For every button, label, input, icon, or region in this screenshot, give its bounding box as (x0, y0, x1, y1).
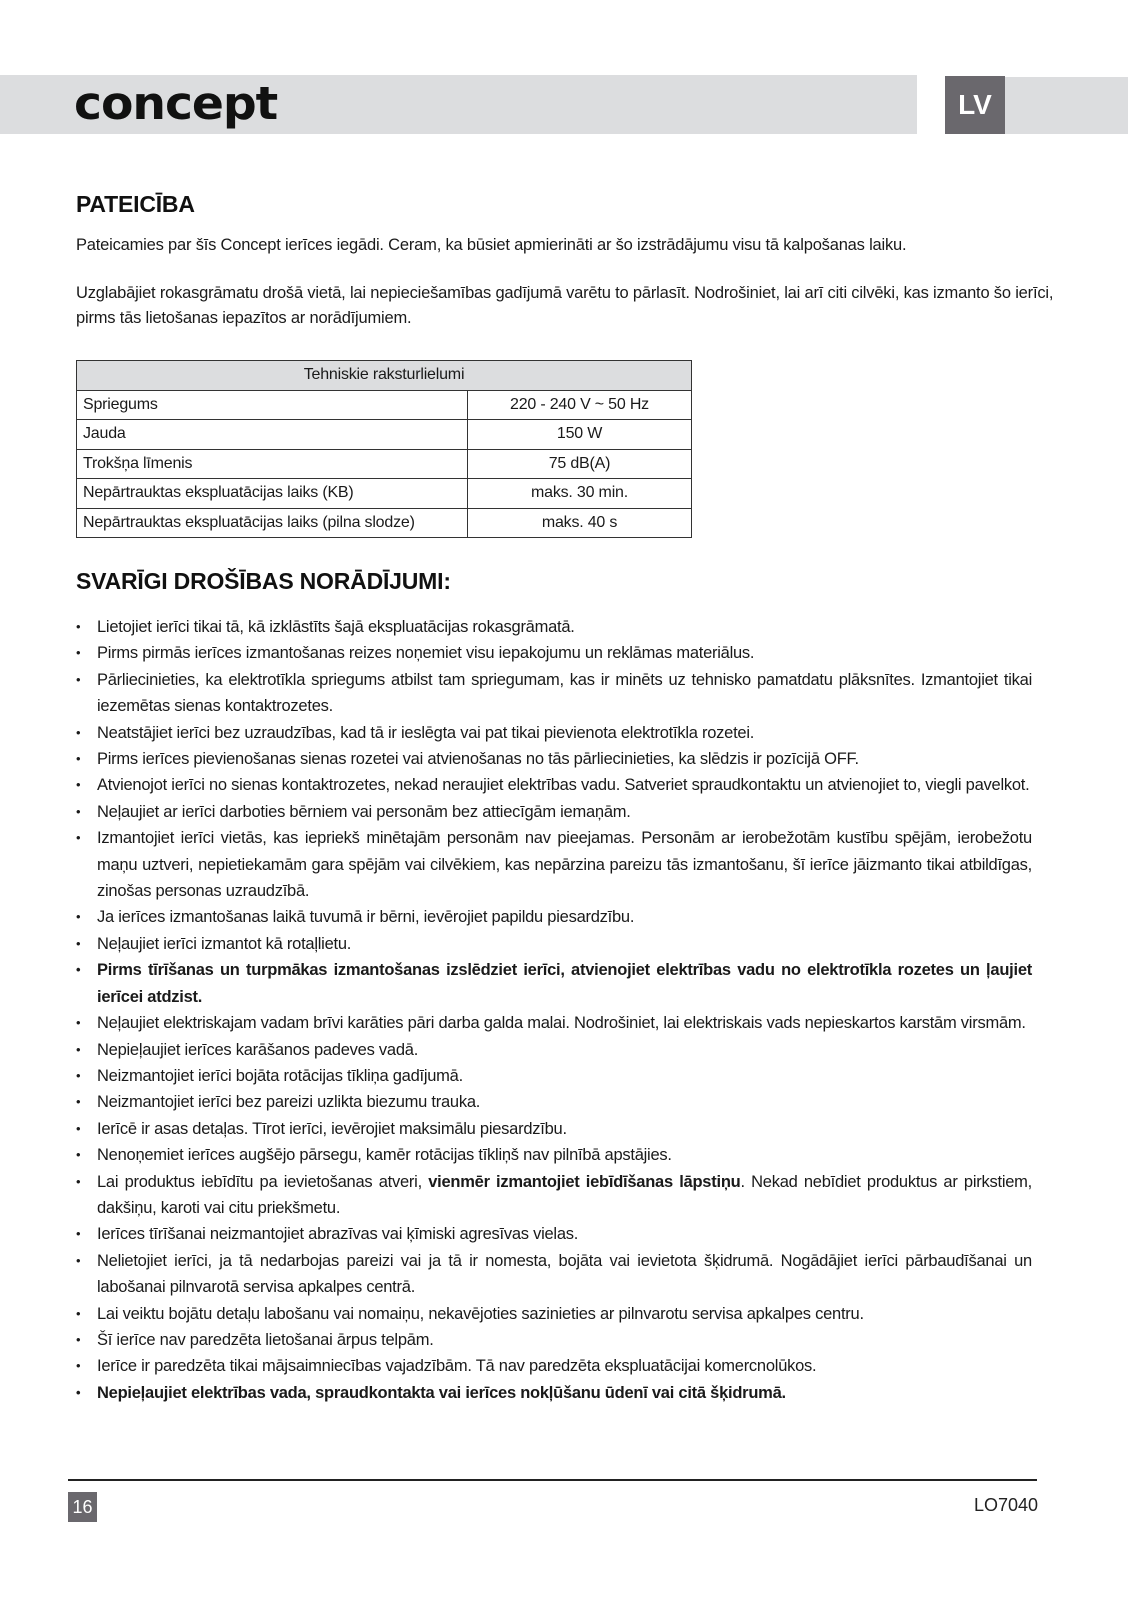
spec-table-title: Tehniskie raksturlielumi (77, 361, 692, 391)
page-number: 16 (68, 1492, 97, 1522)
list-item: • Neļaujiet ierīci izmantot kā rotaļlietu. (76, 931, 1032, 957)
list-item: • Neļaujiet ar ierīci darboties bērniem vai personām bez attiecīgām iemaņām. (76, 799, 1032, 825)
spec-value: maks. 30 min. (468, 479, 692, 509)
spec-value: 220 - 240 V ~ 50 Hz (468, 390, 692, 420)
table-row (77, 390, 692, 420)
list-item: • Neizmantojiet ierīci bez pareizi uzlikta biezumu trauka. (76, 1089, 1032, 1115)
spec-label: Nepārtrauktas ekspluatācijas laiks (KB) (77, 479, 468, 509)
spec-value: 150 W (468, 420, 692, 450)
list-item: • Nepieļaujiet ierīces karāšanos padeves vadā. (76, 1037, 1032, 1063)
item-text: Lai produktus iebīdītu pa ievietošanas atveri, (97, 1172, 429, 1191)
list-item: • Lai veiktu bojātu detaļu labošanu vai nomaiņu, nekavējoties sazinieties ar pilnvarotu servisa apkalpes centru. (76, 1301, 1032, 1327)
list-item-bold: • Pirms tīrīšanas un turpmākas izmantošanas izslēdziet ierīci, atvienojiet elektrības vadu no elektrotīkla rozetes un ļaujiet ierīcei atdzist. (76, 957, 1032, 1010)
spec-label: Spriegums (77, 390, 468, 420)
list-item: • Neizmantojiet ierīci bojāta rotācijas tīkliņa gadījumā. (76, 1063, 1032, 1089)
list-item: • Ierīce ir paredzēta tikai mājsaimniecības vajadzībām. Tā nav paredzēta ekspluatācijai komercnolūkos. (76, 1353, 1032, 1379)
table-row (77, 449, 692, 479)
model-number: LO7040 (973, 1495, 1038, 1515)
list-item: • Izmantojiet ierīci vietās, kas iepriekš minētajām personām nav pieejamas. Personām ar ierobežotām kustību spējām, ierobežotu maņu uztveri, nepietiekamām gara spējām vai cilvēkiem, kas nepārzina pareizu tās izmantošanu, šī ierīce jāizmanto tikai atbildīgas, zinošas personas uzraudzībā. (76, 825, 1032, 904)
list-item: • Neatstājiet ierīci bez uzraudzības, kad tā ir ieslēgta vai pat tikai pievienota elektrotīkla rozetei. (76, 720, 1032, 746)
item-text: . Nekad nebīdiet produktus ar pirkstiem, dakšiņu, karoti vai citu priekšmetu. (97, 1172, 1032, 1217)
item-text-bold: vienmēr izmantojiet iebīdīšanas lāpstiņu (428, 1172, 741, 1191)
list-item: • Pirms ierīces pievienošanas sienas rozetei vai atvienošanas no tās pārliecinieties, ka slēdzis ir pozīcijā OFF. (76, 746, 1032, 772)
thanks-paragraph-2: Uzglabājiet rokasgrāmatu drošā vietā, lai nepieciešamības gadījumā varētu to pārlasīt. Nodrošiniet, lai arī citi cilvēki, kas izmanto šo ierīci, pirms tās lietošanas iepazītos ar norādījumiem. (76, 284, 1054, 327)
thanks-paragraph-1: Pateicamies par šīs Concept ierīces iegādi. Ceram, ka būsiet apmierināti ar šo izstrādājumu visu tā kalpošanas laiku. (76, 236, 907, 254)
list-item: • Ierīcē ir asas detaļas. Tīrot ierīci, ievērojiet maksimālu piesardzību. (76, 1116, 1032, 1142)
header-band-right (1005, 77, 1128, 134)
spec-label: Trokšņa līmenis (77, 449, 468, 479)
list-item: • Neļaujiet elektriskajam vadam brīvi karāties pāri darba galda malai. Nodrošiniet, lai elektriskais vads nepieskartos karstām virsmām. (76, 1010, 1032, 1036)
list-item: • Lietojiet ierīci tikai tā, kā izklāstīts šajā ekspluatācijas rokasgrāmatā. (76, 614, 1032, 640)
safety-heading: SVARĪGI DROŠĪBAS NORĀDĪJUMI: (76, 568, 451, 594)
list-item-bold: • Nepieļaujiet elektrības vada, spraudkontakta vai ierīces nokļūšanu ūdenī vai citā šķidrumā. (76, 1380, 1032, 1406)
list-item: • Nenoņemiet ierīces augšējo pārsegu, kamēr rotācijas tīkliņš nav pilnībā apstājies. (76, 1142, 1032, 1168)
spec-value: 75 dB(A) (468, 449, 692, 479)
list-item: • Ierīces tīrīšanai neizmantojiet abrazīvas vai ķīmiski agresīvas vielas. (76, 1221, 1032, 1247)
thanks-heading: PATEICĪBA (76, 191, 195, 217)
table-row (77, 479, 692, 509)
list-item: • Ja ierīces izmantošanas laikā tuvumā ir bērni, ievērojiet papildu piesardzību. (76, 904, 1032, 930)
spec-value: maks. 40 s (468, 508, 692, 538)
spec-table (76, 360, 692, 538)
list-item: • Pārliecinieties, ka elektrotīkla spriegums atbilst tam spriegumam, kas ir minēts uz tehnisko pamatdatu plāksnītes. Izmantojiet tikai iezemētas sienas kontaktrozetes. (76, 667, 1032, 720)
safety-list (76, 614, 1032, 1406)
list-item: • Šī ierīce nav paredzēta lietošanai ārpus telpām. (76, 1327, 1032, 1353)
table-row (77, 508, 692, 538)
table-row (77, 420, 692, 450)
list-item-mixed (76, 1169, 1032, 1222)
list-item: • Pirms pirmās ierīces izmantošanas reizes noņemiet visu iepakojumu un reklāmas materiālus. (76, 640, 1032, 666)
list-item: • Atvienojot ierīci no sienas kontaktrozetes, nekad neraujiet elektrības vadu. Satveriet spraudkontaktu un atvienojiet to, viegli pavelkot. (76, 772, 1032, 798)
spec-label: Jauda (77, 420, 468, 450)
language-tab: LV (945, 76, 1005, 134)
list-item: • Nelietojiet ierīci, ja tā nedarbojas pareizi vai ja tā ir nomesta, bojāta vai ievietota šķidrumā. Nogādājiet ierīci pārbaudīšanai un labošanai pilnvarotā servisa apkalpes centrā. (76, 1248, 1032, 1301)
brand-logo: concept (74, 77, 278, 130)
spec-label: Nepārtrauktas ekspluatācijas laiks (pilna slodze) (77, 508, 468, 538)
footer-divider (68, 1479, 1037, 1481)
